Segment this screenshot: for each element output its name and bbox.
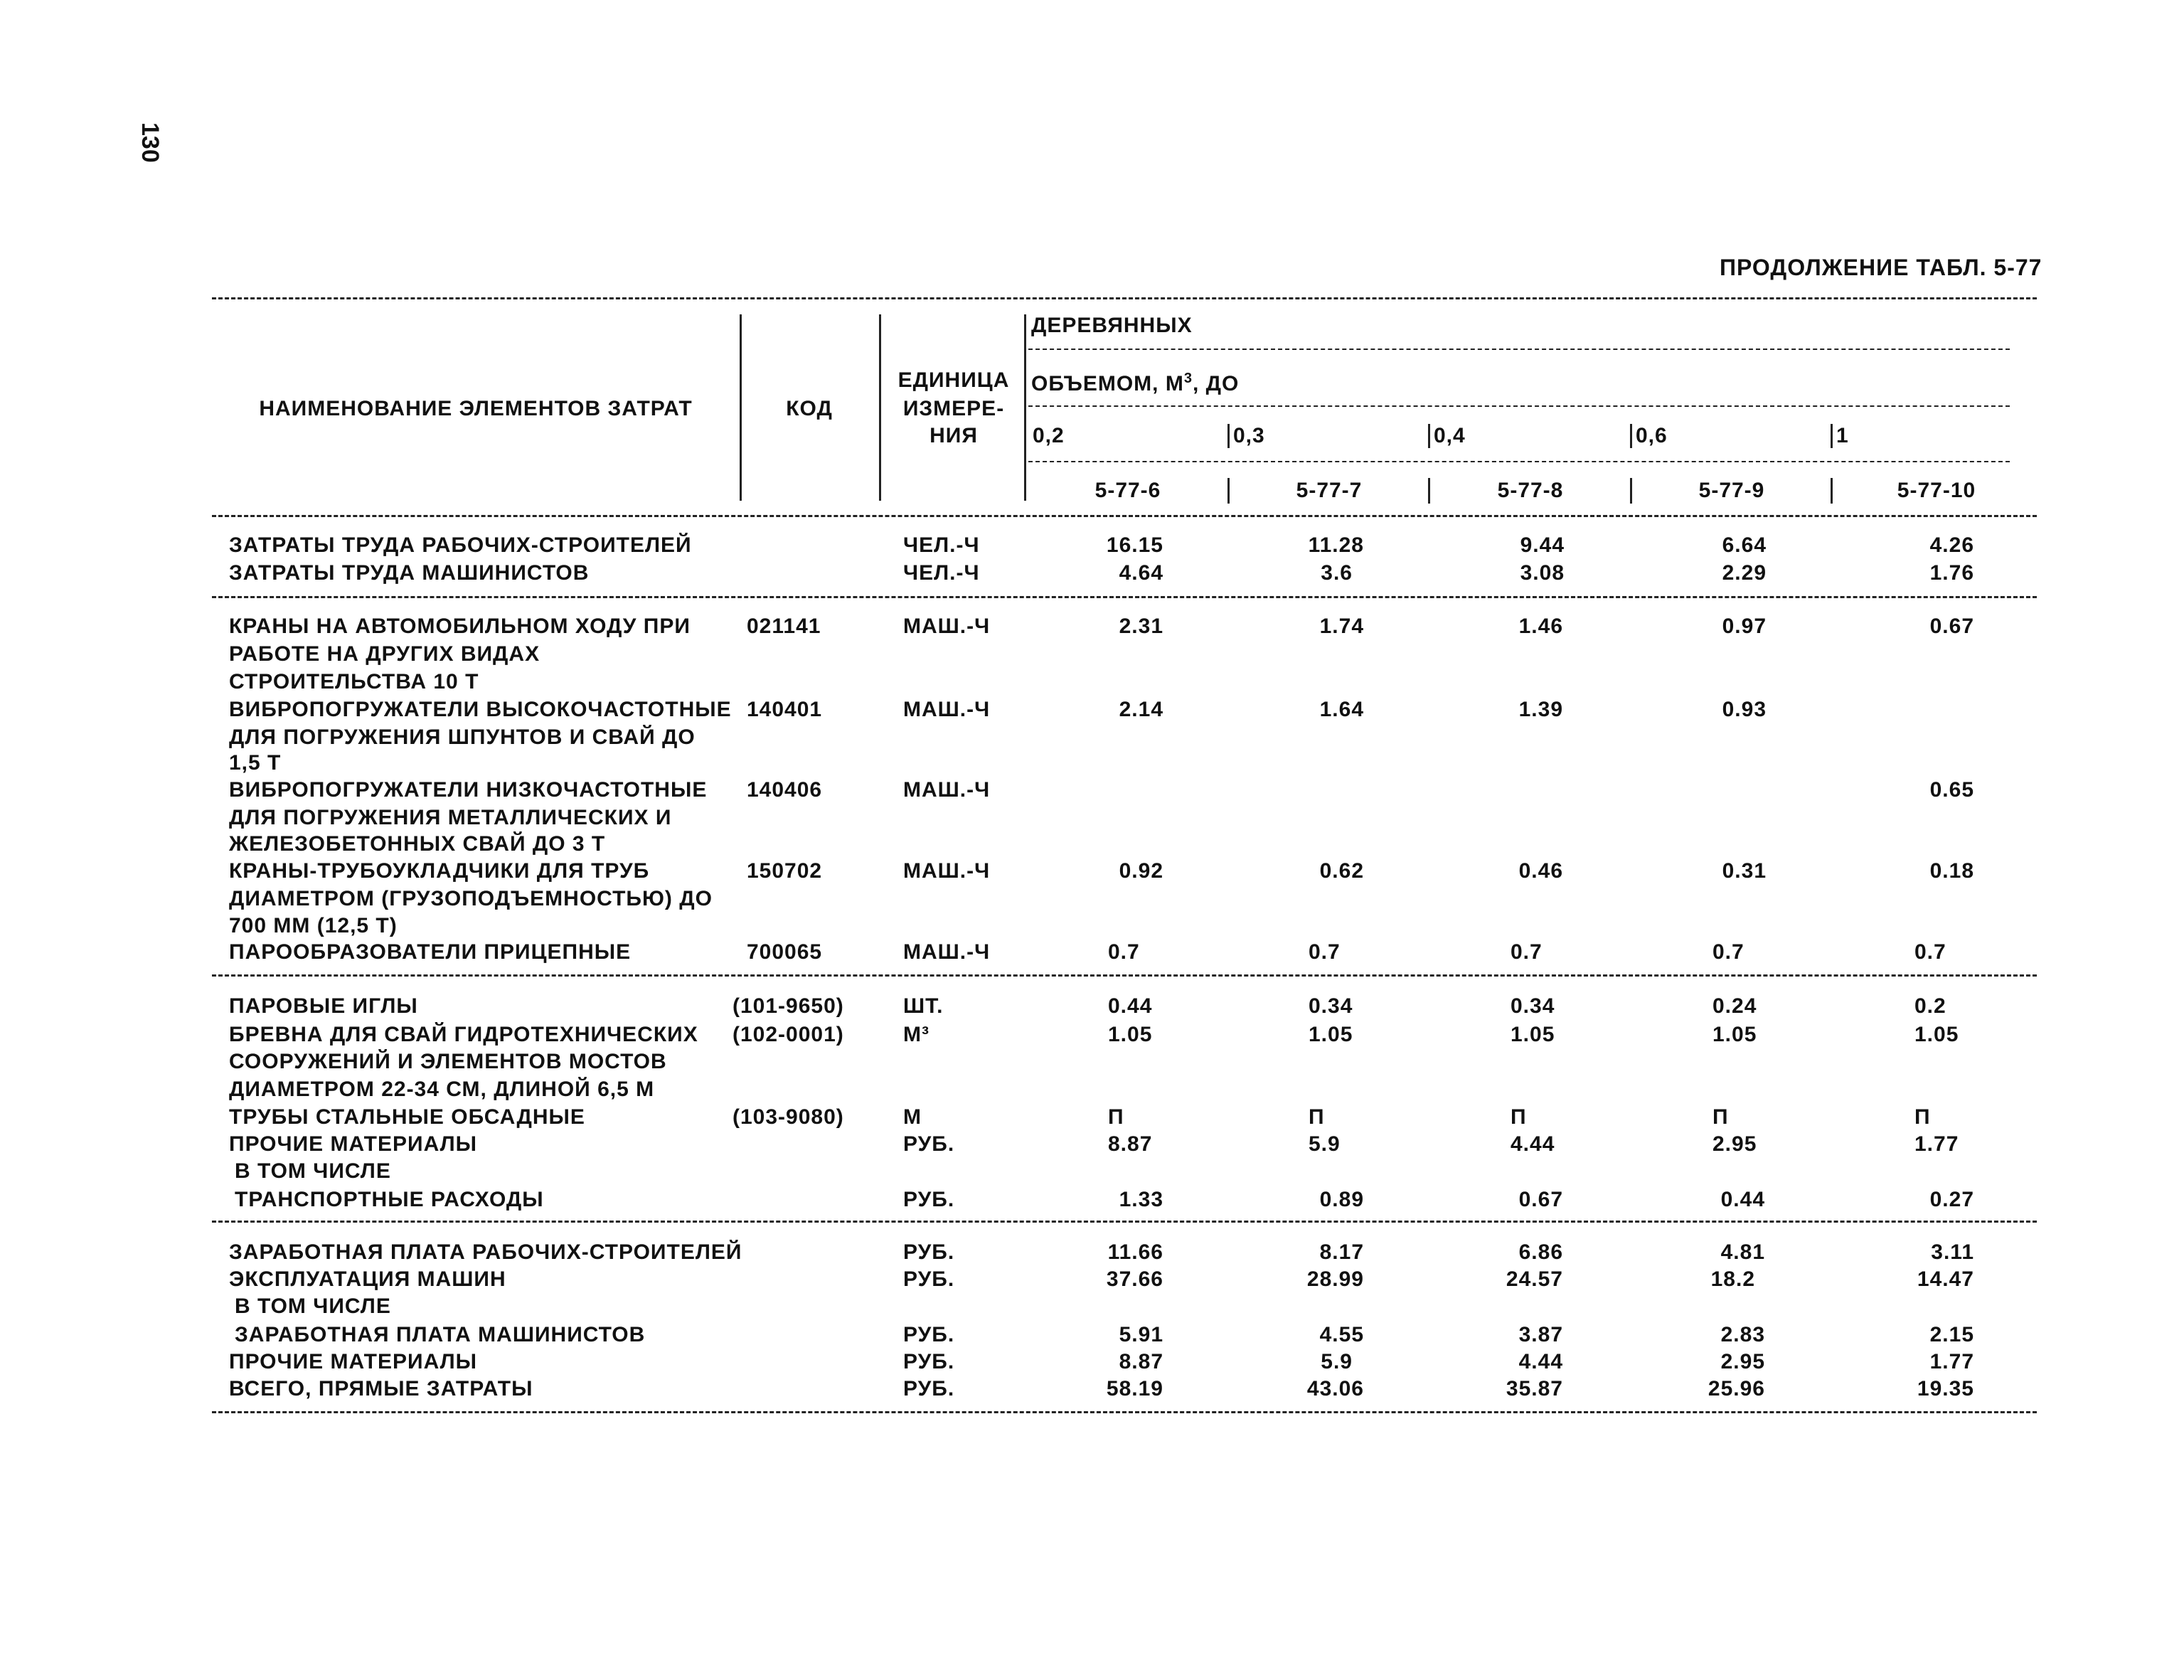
row-value-1: 16.15 xyxy=(1106,533,1163,557)
table-continuation-title: ПРОДОЛЖЕНИЕ ТАБЛ. 5-77 xyxy=(1720,255,2042,280)
row-name-line-3: ЖЕЛЕЗОБЕТОННЫХ СВАЙ ДО 3 Т xyxy=(229,832,606,856)
row-value-5: 14.47 xyxy=(1917,1267,1974,1291)
header-rule-1 xyxy=(1028,349,2010,350)
row-name-line-3: 1,5 Т xyxy=(229,751,282,775)
row-value-1: 5.91 xyxy=(1119,1323,1163,1346)
row-value-2: 0.62 xyxy=(1319,859,1364,883)
header-volume-4: 0,6 xyxy=(1636,424,1668,447)
row-value-4: П xyxy=(1712,1105,1729,1129)
row-value-3: 4.44 xyxy=(1511,1132,1555,1156)
row-code: 140406 xyxy=(747,778,823,802)
row-unit: РУБ. xyxy=(903,1267,955,1291)
table-top-rule xyxy=(212,297,2037,299)
row-value-5: 0.2 xyxy=(1914,994,1946,1018)
row-value-4: 0.31 xyxy=(1722,859,1767,883)
row-name-line-1: ВИБРОПОГРУЖАТЕЛИ НИЗКОЧАСТОТНЫЕ xyxy=(229,778,708,802)
section-rule-2 xyxy=(212,974,2037,977)
row-value-5: 1.77 xyxy=(1914,1132,1959,1156)
row-value-3: 6.86 xyxy=(1518,1240,1563,1264)
row-value-2: П xyxy=(1309,1105,1325,1129)
row-value-2: 11.28 xyxy=(1308,533,1364,557)
row-code: 150702 xyxy=(747,859,823,883)
header-unit-line-1: ЕДИНИЦА xyxy=(897,368,1010,392)
row-value-2: 1.64 xyxy=(1319,698,1364,721)
row-name-line-1: КРАНЫ-ТРУБОУКЛАДЧИКИ ДЛЯ ТРУБ xyxy=(229,859,650,883)
row-value-5: 0.18 xyxy=(1929,859,1974,883)
header-volume-sep-3 xyxy=(1428,424,1430,448)
header-code-3: 5-77-8 xyxy=(1497,479,1564,502)
row-unit: РУБ. xyxy=(903,1188,955,1211)
section-rule-3 xyxy=(212,1221,2037,1223)
header-code-2: 5-77-7 xyxy=(1296,479,1363,502)
row-name: ПАРОВЫЕ ИГЛЫ xyxy=(229,994,418,1018)
row-name: ТРУБЫ СТАЛЬНЫЕ ОБСАДНЫЕ xyxy=(229,1105,585,1129)
row-name: ПРОЧИЕ МАТЕРИАЛЫ xyxy=(229,1350,478,1373)
header-code-4: 5-77-9 xyxy=(1698,479,1765,502)
row-code: 700065 xyxy=(747,940,823,964)
row-value-3: 0.7 xyxy=(1511,940,1543,964)
row-value-5: 0.65 xyxy=(1929,778,1974,802)
row-unit: РУБ. xyxy=(903,1240,955,1264)
row-name-line-2: СООРУЖЕНИЙ И ЭЛЕМЕНТОВ МОСТОВ xyxy=(229,1050,667,1073)
row-value-4: 25.96 xyxy=(1708,1377,1765,1400)
row-value-5: 1.77 xyxy=(1929,1350,1974,1373)
row-unit: МАШ.-Ч xyxy=(903,940,991,964)
header-unit-line-2: ИЗМЕРЕ- xyxy=(902,397,1005,420)
row-code: (102-0001) xyxy=(733,1023,844,1046)
row-value-4: 0.24 xyxy=(1712,994,1757,1018)
row-value-5: 1.76 xyxy=(1929,561,1974,585)
row-unit: МАШ.-Ч xyxy=(903,615,991,638)
row-name: ВСЕГО, ПРЯМЫЕ ЗАТРАТЫ xyxy=(229,1377,533,1400)
header-bottom-rule xyxy=(212,515,2037,517)
header-code-column: КОД xyxy=(786,397,833,420)
row-unit: МАШ.-Ч xyxy=(903,859,991,883)
row-value-5: 0.7 xyxy=(1914,940,1946,964)
row-value-4: 0.97 xyxy=(1722,615,1767,638)
row-name: ЗАТРАТЫ ТРУДА РАБОЧИХ-СТРОИТЕЛЕЙ xyxy=(229,533,692,557)
header-volume-5: 1 xyxy=(1836,424,1849,447)
row-value-2: 5.9 xyxy=(1321,1350,1353,1373)
row-value-4: 2.83 xyxy=(1720,1323,1765,1346)
row-name: ЭКСПЛУАТАЦИЯ МАШИН xyxy=(229,1267,506,1291)
row-value-4: 4.81 xyxy=(1720,1240,1765,1264)
row-name-line-2: ДЛЯ ПОГРУЖЕНИЯ МЕТАЛЛИЧЕСКИХ И xyxy=(229,806,672,829)
row-name: В ТОМ ЧИСЛЕ xyxy=(235,1159,391,1183)
row-value-3: 24.57 xyxy=(1506,1267,1563,1291)
row-name-line-3: 700 ММ (12,5 Т) xyxy=(229,914,398,937)
row-unit: РУБ. xyxy=(903,1132,955,1156)
row-value-2: 4.55 xyxy=(1319,1323,1364,1346)
row-name: ПРОЧИЕ МАТЕРИАЛЫ xyxy=(229,1132,478,1156)
row-unit: ЧЕЛ.-Ч xyxy=(903,561,980,585)
row-name-line-1: БРЕВНА ДЛЯ СВАЙ ГИДРОТЕХНИЧЕСКИХ xyxy=(229,1023,698,1046)
header-volume-sep-5 xyxy=(1831,424,1833,448)
row-value-1: 8.87 xyxy=(1108,1132,1153,1156)
row-value-1: 8.87 xyxy=(1119,1350,1163,1373)
row-value-5: 19.35 xyxy=(1917,1377,1974,1400)
header-code-sep-3 xyxy=(1428,478,1430,504)
row-name-line-3: СТРОИТЕЛЬСТВА 10 Т xyxy=(229,670,479,693)
row-unit: М xyxy=(903,1105,922,1129)
row-value-4: 2.95 xyxy=(1712,1132,1757,1156)
row-value-2: 5.9 xyxy=(1309,1132,1341,1156)
row-unit: РУБ. xyxy=(903,1377,955,1400)
row-name-line-1: КРАНЫ НА АВТОМОБИЛЬНОМ ХОДУ ПРИ xyxy=(229,615,691,638)
row-value-1: 11.66 xyxy=(1107,1240,1163,1264)
row-value-1: 1.33 xyxy=(1119,1188,1163,1211)
header-code-sep-4 xyxy=(1630,478,1632,504)
row-value-3: 1.39 xyxy=(1518,698,1563,721)
row-value-4: 0.44 xyxy=(1720,1188,1765,1211)
row-name: ТРАНСПОРТНЫЕ РАСХОДЫ xyxy=(235,1188,544,1211)
row-unit: ШТ. xyxy=(903,994,944,1018)
header-code-5: 5-77-10 xyxy=(1897,479,1976,502)
row-value-3: 3.08 xyxy=(1520,561,1565,585)
row-name-line-2: ДИАМЕТРОМ (ГРУЗОПОДЪЕМНОСТЬЮ) ДО xyxy=(229,887,713,910)
row-value-2: 1.05 xyxy=(1309,1023,1353,1046)
row-value-4: 1.05 xyxy=(1712,1023,1757,1046)
header-separator-code xyxy=(879,314,881,501)
row-name: ЗАТРАТЫ ТРУДА МАШИНИСТОВ xyxy=(229,561,590,585)
section-rule-1 xyxy=(212,596,2037,598)
row-value-2: 3.6 xyxy=(1321,561,1353,585)
row-value-2: 1.74 xyxy=(1319,615,1364,638)
row-code: 021141 xyxy=(747,615,821,638)
row-unit: ЧЕЛ.-Ч xyxy=(903,533,980,557)
row-name: В ТОМ ЧИСЛЕ xyxy=(235,1294,391,1318)
row-value-5: 4.26 xyxy=(1929,533,1974,557)
row-value-4: 6.64 xyxy=(1722,533,1767,557)
row-value-5: 0.67 xyxy=(1929,615,1974,638)
row-unit: РУБ. xyxy=(903,1323,955,1346)
row-value-4: 0.93 xyxy=(1722,698,1767,721)
row-code: (103-9080) xyxy=(733,1105,844,1129)
header-volume-3: 0,4 xyxy=(1434,424,1466,447)
row-value-1: 2.31 xyxy=(1119,615,1163,638)
row-value-2: 0.89 xyxy=(1319,1188,1364,1211)
row-unit: МАШ.-Ч xyxy=(903,698,991,721)
row-value-3: 0.46 xyxy=(1518,859,1563,883)
page-number: 130 xyxy=(137,122,164,163)
header-volume-2: 0,3 xyxy=(1233,424,1265,447)
row-value-3: 1.05 xyxy=(1511,1023,1555,1046)
header-code-sep-5 xyxy=(1831,478,1833,504)
row-value-2: 28.99 xyxy=(1306,1267,1364,1291)
row-value-3: 3.87 xyxy=(1518,1323,1563,1346)
header-code-1: 5-77-6 xyxy=(1094,479,1161,502)
row-value-5: 2.15 xyxy=(1929,1323,1974,1346)
row-value-1: 0.7 xyxy=(1108,940,1140,964)
row-value-4: 18.2 xyxy=(1710,1267,1755,1291)
row-value-1: 0.44 xyxy=(1108,994,1153,1018)
header-separator-unit xyxy=(1024,314,1026,501)
row-value-1: 0.92 xyxy=(1119,859,1163,883)
header-group-label: ДЕРЕВЯННЫХ xyxy=(1031,314,1193,337)
row-unit: РУБ. xyxy=(903,1350,955,1373)
header-rule-3 xyxy=(1028,461,2010,462)
row-value-5: 0.27 xyxy=(1929,1188,1974,1211)
row-unit: МАШ.-Ч xyxy=(903,778,991,802)
row-value-1: 1.05 xyxy=(1108,1023,1153,1046)
row-value-4: 2.95 xyxy=(1720,1350,1765,1373)
row-value-1: П xyxy=(1108,1105,1124,1129)
row-code: 140401 xyxy=(747,698,823,721)
row-value-1: 58.19 xyxy=(1106,1377,1163,1400)
row-value-1: 2.14 xyxy=(1119,698,1163,721)
table-bottom-rule xyxy=(212,1411,2037,1413)
row-name-line-3: ДИАМЕТРОМ 22-34 СМ, ДЛИНОЙ 6,5 М xyxy=(229,1078,655,1101)
row-name-line-2: РАБОТЕ НА ДРУГИХ ВИДАХ xyxy=(229,642,540,666)
row-value-2: 43.06 xyxy=(1306,1377,1364,1400)
row-name: ЗАРАБОТНАЯ ПЛАТА МАШИНИСТОВ xyxy=(235,1323,646,1346)
header-unit-line-3: НИЯ xyxy=(929,424,978,447)
row-value-3: 4.44 xyxy=(1518,1350,1563,1373)
row-name: ПАРООБРАЗОВАТЕЛИ ПРИЦЕПНЫЕ xyxy=(229,940,632,964)
row-value-3: 0.34 xyxy=(1511,994,1555,1018)
row-value-3: 9.44 xyxy=(1520,533,1565,557)
row-value-2: 8.17 xyxy=(1319,1240,1364,1264)
row-value-4: 0.7 xyxy=(1712,940,1744,964)
row-value-3: 35.87 xyxy=(1506,1377,1563,1400)
row-value-4: 2.29 xyxy=(1722,561,1767,585)
row-name: ЗАРАБОТНАЯ ПЛАТА РАБОЧИХ-СТРОИТЕЛЕЙ xyxy=(229,1240,742,1264)
row-value-5: П xyxy=(1914,1105,1931,1129)
row-code: (101-9650) xyxy=(733,994,844,1018)
row-value-5: 3.11 xyxy=(1931,1240,1974,1264)
row-name-line-1: ВИБРОПОГРУЖАТЕЛИ ВЫСОКОЧАСТОТНЫЕ xyxy=(229,698,732,721)
row-value-5: 1.05 xyxy=(1914,1023,1959,1046)
row-value-3: 0.67 xyxy=(1518,1188,1563,1211)
row-unit: М³ xyxy=(903,1023,929,1046)
row-name-line-2: ДЛЯ ПОГРУЖЕНИЯ ШПУНТОВ И СВАЙ ДО xyxy=(229,725,696,749)
row-value-2: 0.34 xyxy=(1309,994,1353,1018)
header-volume-sep-2 xyxy=(1227,424,1230,448)
header-rule-2 xyxy=(1028,405,2010,407)
row-value-3: П xyxy=(1511,1105,1527,1129)
header-code-sep-2 xyxy=(1227,478,1230,504)
row-value-1: 37.66 xyxy=(1106,1267,1163,1291)
header-name-column: НАИМЕНОВАНИЕ ЭЛЕМЕНТОВ ЗАТРАТ xyxy=(259,397,693,420)
header-volume-sep-4 xyxy=(1630,424,1632,448)
row-value-3: 1.46 xyxy=(1518,615,1563,638)
header-volume-label: ОБЪЕМОМ, $М^3$, ДО xyxy=(1031,371,1240,395)
row-value-1: 4.64 xyxy=(1119,561,1163,585)
row-value-2: 0.7 xyxy=(1309,940,1341,964)
header-volume-1: 0,2 xyxy=(1033,424,1065,447)
